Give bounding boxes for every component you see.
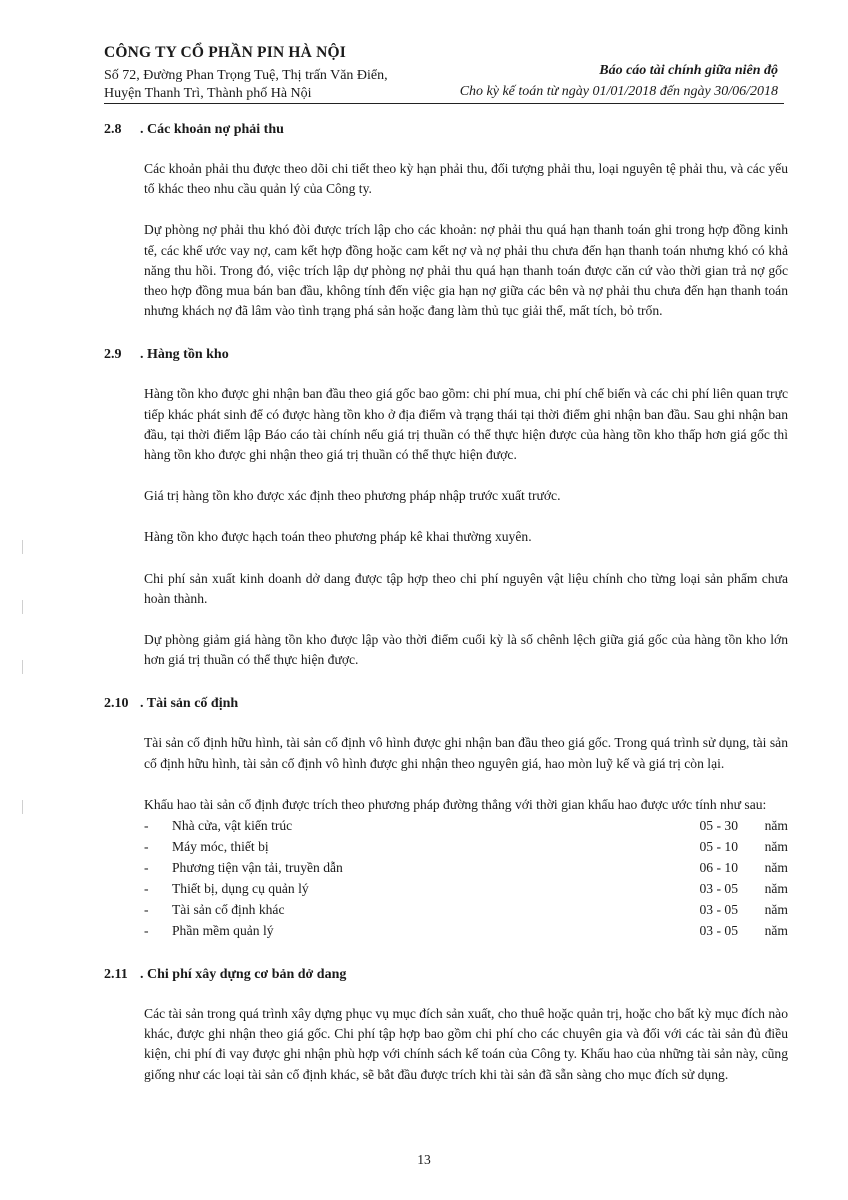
- asset-class-name: Tài sản cố định khác: [172, 902, 285, 918]
- useful-life-years: 06 - 10: [699, 860, 738, 876]
- useful-life-unit: năm: [764, 881, 788, 897]
- useful-life-years: 05 - 10: [699, 839, 738, 855]
- section-number: 2.8: [104, 122, 122, 137]
- depreciation-row: [144, 920, 788, 941]
- list-dash: -: [144, 902, 149, 918]
- useful-life-unit: năm: [764, 860, 788, 876]
- useful-life-unit: năm: [764, 839, 788, 855]
- section-number: 2.10: [104, 696, 129, 712]
- list-dash: -: [144, 839, 149, 855]
- company-address-line1: Số 72, Đường Phan Trọng Tuệ, Thị trấn Văn Điển,: [104, 68, 388, 83]
- paragraph: Hàng tồn kho được ghi nhận ban đầu theo giá gốc bao gồm: chi phí mua, chi phí chế biến và các chi phí liên quan trực tiếp khác phát sinh để có được hàng tồn kho ở địa điểm và trạng thái tại thời điểm ghi nhận ban đầu. Sau ghi nhận ban đầu, tại thời điểm lập Báo cáo tài chính nếu giá trị thuần có thể thực hiện được của hàng tồn kho thấp hơn giá gốc thì hàng tồn kho được ghi nhận theo giá trị thuần có thể thực hiện được.: [144, 386, 788, 463]
- useful-life-years: 03 - 05: [699, 923, 738, 939]
- section-heading-2-9: [104, 347, 788, 363]
- paragraph: Khấu hao tài sản cố định được trích theo phương pháp đường thẳng với thời gian khấu hao được ước tính như sau:: [144, 796, 767, 812]
- header-divider: [104, 103, 784, 104]
- section-title: . Các khoản nợ phải thu: [140, 122, 284, 137]
- page-number: 13: [417, 1152, 431, 1167]
- list-dash: -: [144, 923, 149, 939]
- useful-life-unit: năm: [764, 818, 788, 834]
- useful-life-years: 05 - 30: [699, 818, 738, 834]
- depreciation-row: [144, 857, 788, 878]
- paragraph: Tài sản cố định hữu hình, tài sản cố định vô hình được ghi nhận ban đầu theo giá gốc. Trong quá trình sử dụng, tài sản cố định hữu hình, tài sản cố định vô hình được ghi nhận theo nguyên giá, hao mòn luỹ kế và giá trị còn lại.: [144, 735, 788, 771]
- depreciation-row: [144, 899, 788, 920]
- scan-artifact: [22, 540, 23, 554]
- useful-life-years: 03 - 05: [699, 881, 738, 897]
- scan-artifact: [22, 660, 23, 674]
- scan-artifact: [22, 600, 23, 614]
- list-dash: -: [144, 881, 149, 897]
- report-period: Cho kỳ kế toán từ ngày 01/01/2018 đến ngày 30/06/2018: [459, 84, 778, 99]
- section-title: . Chi phí xây dựng cơ bản dở dang: [140, 967, 347, 983]
- useful-life-unit: năm: [764, 902, 788, 918]
- useful-life-unit: năm: [764, 923, 788, 939]
- paragraph: Chi phí sản xuất kinh doanh dở dang được tập hợp theo chi phí nguyên vật liệu chính cho từng loại sản phẩm chưa hoàn thành.: [144, 570, 788, 606]
- paragraph: Dự phòng nợ phải thu khó đòi được trích lập cho các khoản: nợ phải thu quá hạn thanh toán ghi trong hợp đồng kinh tế, các khế ước vay nợ, cam kết hợp đồng hoặc cam kết nợ và nợ phải thu chưa đến hạn thanh toán nhưng khó có khả năng thu hồi. Trong đó, việc trích lập dự phòng nợ phải thu quá hạn thanh toán được căn cứ vào thời gian trả nợ gốc theo hợp đồng mua bán ban đầu, không tính đến việc gia hạn nợ giữa các bên và nợ phải thu chưa đến hạn thanh toán nhưng khách nợ đã lâm vào tình trạng phá sản hoặc đang làm thủ tục giải thể, mất tích, bỏ trốn.: [144, 222, 788, 319]
- asset-class-name: Phần mềm quản lý: [172, 923, 274, 939]
- report-title: Báo cáo tài chính giữa niên độ: [599, 63, 778, 78]
- section-heading-2-11: [104, 967, 788, 983]
- section-title: . Tài sản cố định: [140, 696, 239, 712]
- depreciation-row: [144, 836, 788, 857]
- company-address-line2: Huyện Thanh Trì, Thành phố Hà Nội: [104, 86, 312, 101]
- asset-class-name: Thiết bị, dụng cụ quản lý: [172, 881, 309, 897]
- page-content: [104, 122, 788, 1085]
- depreciation-row: [144, 878, 788, 899]
- depreciation-row: [144, 815, 788, 836]
- paragraph: Dự phòng giảm giá hàng tồn kho được lập vào thời điểm cuối kỳ là số chênh lệch giữa giá gốc của hàng tồn kho lớn hơn giá trị thuần có thể thực hiện được.: [144, 632, 788, 668]
- section-number: 2.9: [104, 347, 122, 363]
- section-heading-2-8: [104, 122, 788, 138]
- company-name: CÔNG TY CỔ PHẦN PIN HÀ NỘI: [104, 44, 347, 61]
- paragraph: Giá trị hàng tồn kho được xác định theo phương pháp nhập trước xuất trước.: [144, 488, 561, 504]
- list-dash: -: [144, 818, 149, 834]
- paragraph: Các tài sản trong quá trình xây dựng phục vụ mục đích sản xuất, cho thuê hoặc quản trị, hoặc cho bất kỳ mục đích nào khác, được ghi nhận theo giá gốc. Chi phí tập hợp bao gồm chi phí cho các chuyên gia và đối với các tài sản đủ điều kiện, chi phí đi vay được ghi nhận phù hợp với chính sách kế toán của Công ty. Khấu hao của những tài sản này, cũng giống như các loại tài sản cố định khác, sẽ bắt đầu được trích khi tài sản đã sẵn sàng cho mục đích sử dụng.: [144, 1006, 788, 1082]
- section-heading-2-10: [104, 696, 788, 712]
- section-title: . Hàng tồn kho: [140, 347, 229, 363]
- asset-class-name: Phương tiện vận tải, truyền dẫn: [172, 860, 343, 876]
- paragraph: Hàng tồn kho được hạch toán theo phương pháp kê khai thường xuyên.: [144, 529, 532, 545]
- asset-class-name: Nhà cửa, vật kiến trúc: [172, 818, 293, 834]
- paragraph: Các khoản phải thu được theo dõi chi tiết theo kỳ hạn phải thu, đối tượng phải thu, loại nguyên tệ phải thu, và các yếu tố khác theo nhu cầu quản lý của Công ty.: [144, 161, 788, 197]
- list-dash: -: [144, 860, 149, 876]
- asset-class-name: Máy móc, thiết bị: [172, 839, 269, 855]
- section-number: 2.11: [104, 967, 128, 983]
- scan-artifact: [22, 800, 23, 814]
- depreciation-list: [144, 815, 788, 941]
- page-header: [104, 44, 784, 104]
- useful-life-years: 03 - 05: [699, 902, 738, 918]
